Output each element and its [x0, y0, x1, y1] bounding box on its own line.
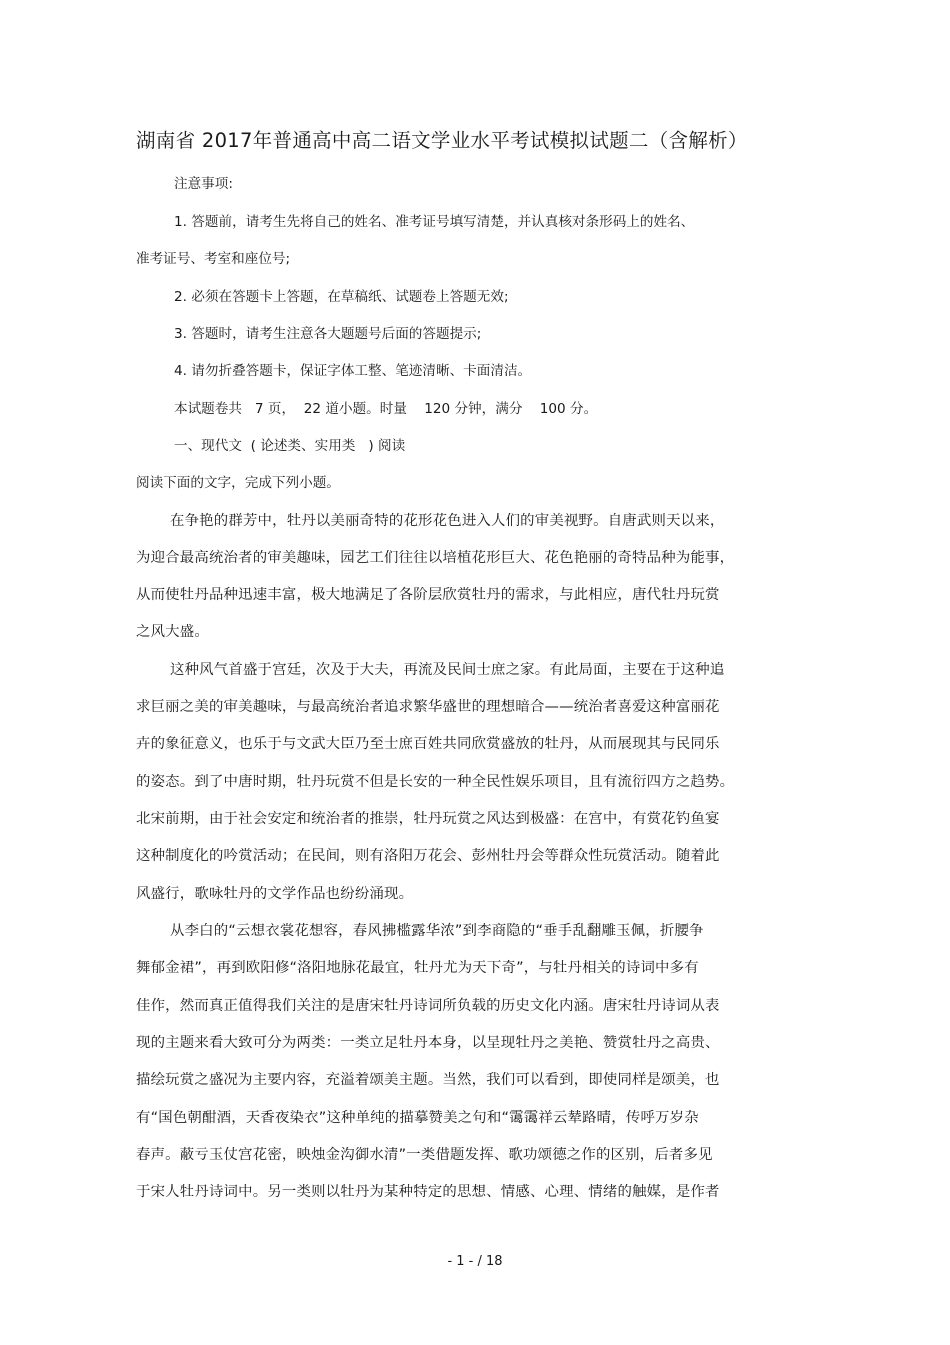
passage-p3-line: 佳作，然而真正值得我们关注的是唐宋牡丹诗词所负载的历史文化内涵。唐宋牡丹诗词从表	[136, 998, 720, 1014]
notice-heading: 注意事项:	[174, 176, 233, 192]
passage-p3-line: 有“国色朝酣酒，天香夜染衣”这种单纯的描摹赞美之句和“霭霭祥云辇路晴，传呼万岁杂	[136, 1110, 699, 1126]
passage-p1-line: 为迎合最高统治者的审美趣味，园艺工们往往以培植花形巨大、花色艳丽的奇特品种为能事，	[136, 550, 735, 566]
passage-p1-line: 在争艳的群芳中，牡丹以美丽奇特的花形花色进入人们的审美视野。自唐武则天以来，	[170, 513, 725, 529]
passage-p3-line: 现的主题来看大致可分为两类：一类立足牡丹本身，以呈现牡丹之美艳、赞赏牡丹之高贵、	[136, 1035, 720, 1051]
page-number: - 1 - / 18	[447, 1254, 503, 1269]
passage-p2-line: 北宋前期，由于社会安定和统治者的推崇，牡丹玩赏之风达到极盛：在宫中，有赏花钓鱼宴	[136, 811, 720, 827]
passage-p3-line: 春声。蔽亏玉仗宫花密，映烛金沟御水清”一类借题发挥、歌功颂德之作的区别，后者多见	[136, 1147, 713, 1163]
section-instruction: 阅读下面的文字，完成下列小题。	[136, 475, 340, 491]
passage-p3-line: 描绘玩赏之盛况为主要内容，充溢着颂美主题。当然，我们可以看到，即使同样是颂美，也	[136, 1072, 720, 1088]
passage-p3-line: 于宋人牡丹诗词中。另一类则以牡丹为某种特定的思想、情感、心理、情绪的触媒，是作者	[136, 1184, 720, 1200]
notice-item-1: 1. 答题前，请考生先将自己的姓名、准考证号填写清楚，并认真核对条形码上的姓名、	[174, 214, 695, 230]
notice-item-4: 4. 请勿折叠答题卡，保证字体工整、笔迹清晰、卡面清洁。	[174, 363, 532, 379]
notice-item-1-continued: 准考证号、考室和座位号;	[136, 251, 291, 267]
passage-p2-line: 这种风气首盛于宫廷，次及于大夫，再流及民间士庶之家。有此局面，主要在于这种追	[170, 662, 725, 678]
section-heading: 一、现代文 ( 论述类、实用类 ) 阅读	[174, 438, 406, 454]
passage-p2-line: 求巨丽之美的审美趣味，与最高统治者追求繁华盛世的理想暗合——统治者喜爱这种富丽花	[136, 699, 720, 715]
notice-item-3: 3. 答题时，请考生注意各大题题号后面的答题提示;	[174, 326, 482, 342]
passage-p3-line: 舞郁金裙”，再到欧阳修“洛阳地脉花最宜，牡丹尤为天下奇”，与牡丹相关的诗词中多有	[136, 960, 699, 976]
notice-item-2: 2. 必须在答题卡上答题，在草稿纸、试题卷上答题无效;	[174, 289, 509, 305]
passage-p1-line: 从而使牡丹品种迅速丰富，极大地满足了各阶层欣赏牡丹的需求，与此相应，唐代牡丹玩赏	[136, 587, 720, 603]
exam-info: 本试题卷共 7 页， 22 道小题。时量 120 分钟，满分 100 分。	[174, 401, 598, 417]
passage-p2-line: 的姿态。到了中唐时期，牡丹玩赏不但是长安的一种全民性娱乐项目，且有流衍四方之趋势。	[136, 774, 735, 790]
document-title: 湖南省 2017年普通高中高二语文学业水平考试模拟试题二（含解析）	[136, 129, 748, 152]
passage-p2-line: 卉的象征意义，也乐于与文武大臣乃至士庶百姓共同欣赏盛放的牡丹，从而展现其与民同乐	[136, 736, 720, 752]
passage-p2-line: 这种制度化的吟赏活动；在民间，则有洛阳万花会、彭州牡丹会等群众性玩赏活动。随着此	[136, 848, 720, 864]
passage-p3-line: 从李白的“云想衣裳花想容，春风拂槛露华浓”到李商隐的“垂手乱翻雕玉佩，折腰争	[170, 923, 704, 939]
passage-p2-line: 风盛行，歌咏牡丹的文学作品也纷纷涌现。	[136, 886, 414, 902]
passage-p1-line: 之风大盛。	[136, 624, 209, 640]
